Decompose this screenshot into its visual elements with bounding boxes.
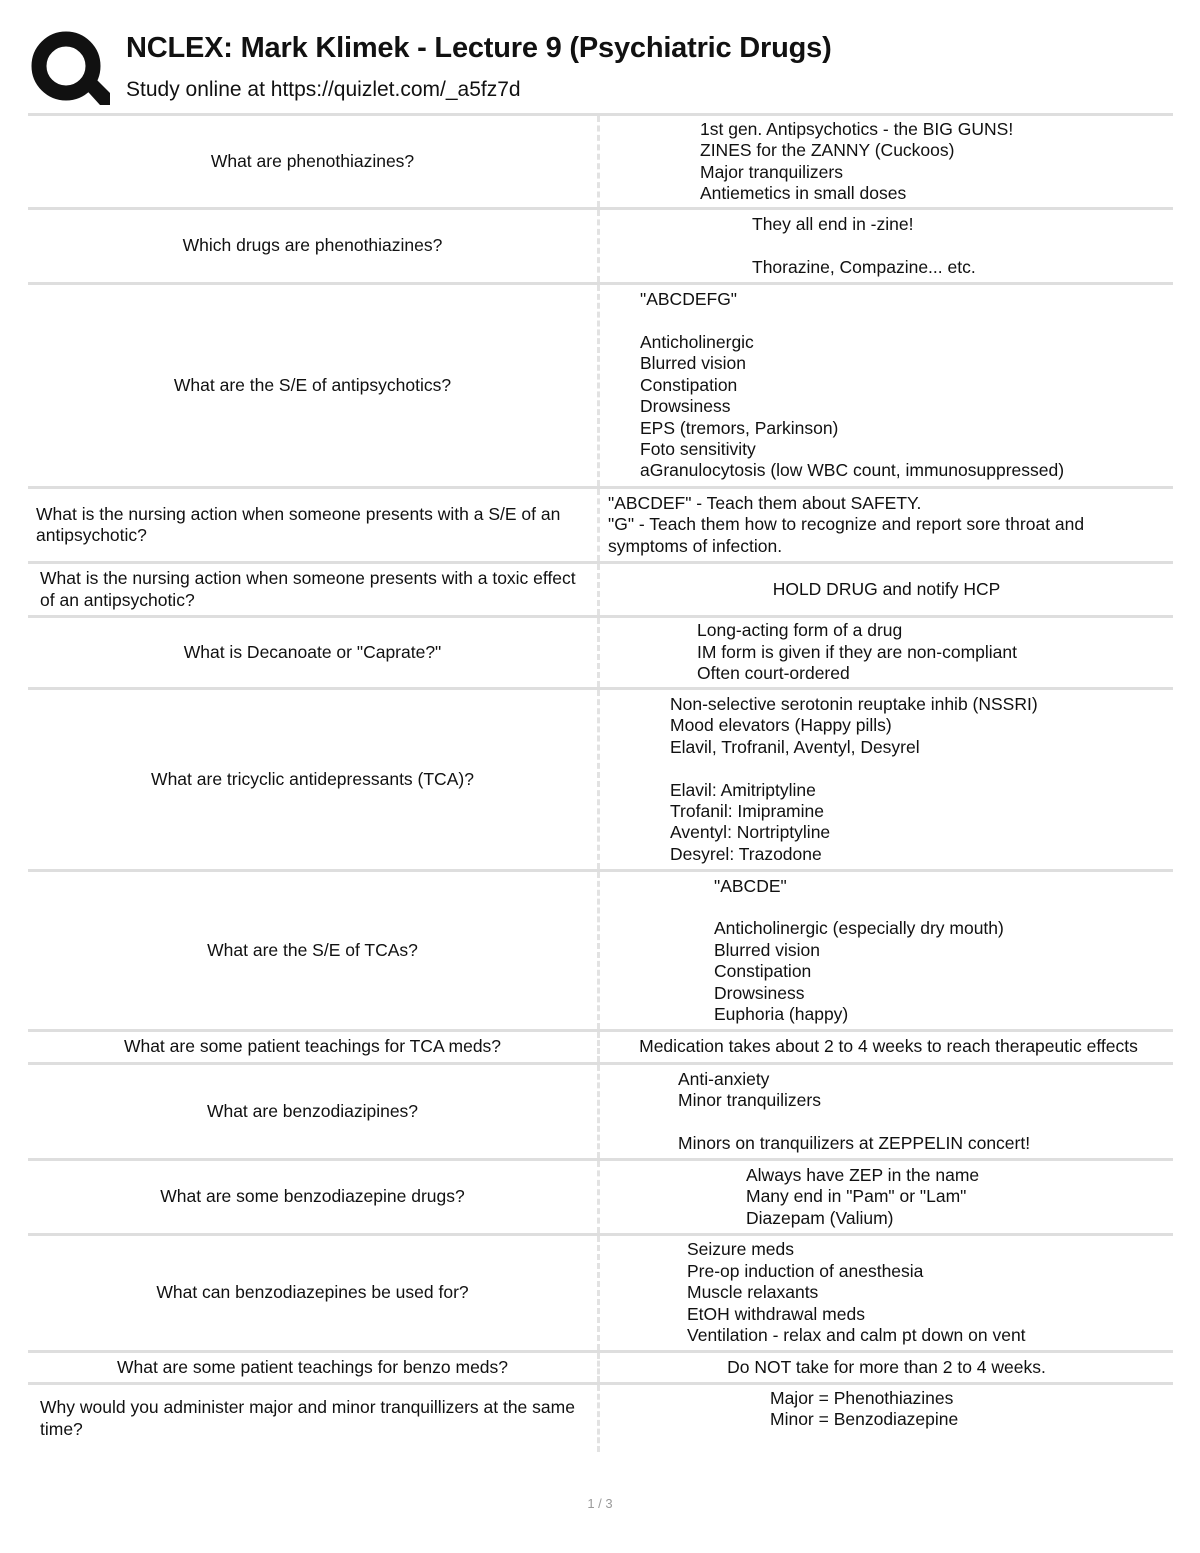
flashcard-table [28,113,1173,1452]
card-row [28,282,1173,486]
card-definition: Do NOT take for more than 2 to 4 weeks. [727,1356,1046,1377]
card-term: What is the nursing action when someone presents with a toxic effect of an antipsychotic? [28,564,600,615]
card-definition: Seizure meds Pre-op induction of anesthesia Muscle relaxants EtOH withdrawal meds Ventilation - relax and calm pt down on vent [687,1239,1026,1346]
card-row [28,1158,1173,1233]
card-definition: Always have ZEP in the name Many end in "Pam" or "Lam" Diazepam (Valium) [746,1164,980,1228]
card-row [28,561,1173,615]
card-row [28,1062,1173,1158]
card-term: What are phenothiazines? [28,116,600,207]
card-definition: They all end in -zine! Thorazine, Compazine... etc. [752,213,976,277]
card-term: What are the S/E of antipsychotics? [28,285,600,486]
card-term: What are tricyclic antidepressants (TCA)? [28,690,600,869]
card-row [28,1350,1173,1382]
card-row [28,1382,1173,1452]
card-row [28,1029,1173,1062]
card-term: What is the nursing action when someone presents with a S/E of an antipsychotic? [28,489,600,561]
card-term: What can benzodiazepines be used for? [28,1236,600,1350]
card-definition: Long-acting form of a drug IM form is given if they are non-compliant Often court-ordered [697,620,1017,684]
card-term: What are some patient teachings for TCA meds? [28,1032,600,1062]
card-term: What are some benzodiazepine drugs? [28,1161,600,1233]
card-row [28,207,1173,282]
card-term: What is Decanoate or "Caprate?" [28,618,600,687]
card-term: Why would you administer major and minor tranquillizers at the same time? [28,1385,600,1452]
card-row [28,113,1173,207]
card-definition: 1st gen. Antipsychotics - the BIG GUNS! ZINES for the ZANNY (Cuckoos) Major tranquilizers Antiemetics in small doses [700,118,1014,203]
card-term: Which drugs are phenothiazines? [28,210,600,282]
quizlet-logo [28,27,110,109]
page-title: NCLEX: Mark Klimek - Lecture 9 (Psychiatric Drugs) [126,32,832,64]
card-definition: Major = Phenothiazines Minor = Benzodiazepine [770,1388,959,1430]
card-row [28,869,1173,1029]
card-definition: "ABCDEF" - Teach them about SAFETY. "G" - Teach them how to recognize and report sore throat and symptoms of infection. [608,492,1085,556]
study-link[interactable]: Study online at https://quizlet.com/_a5fz7d [126,78,521,101]
card-definition: Non-selective serotonin reuptake inhib (NSSRI) Mood elevators (Happy pills) Elavil, Trofranil, Aventyl, Desyrel Elavil: Amitriptyline Trofanil: Imipramine Aventyl: Nortriptyline Desyrel: Trazodone [670,693,1038,864]
card-term: What are benzodiazipines? [28,1065,600,1158]
card-definition: Medication takes about 2 to 4 weeks to reach therapeutic effects [639,1036,1138,1057]
card-row [28,615,1173,687]
page-number: 1 / 3 [587,1496,613,1511]
card-definition: Anti-anxiety Minor tranquilizers Minors on tranquilizers at ZEPPELIN concert! [678,1068,1031,1153]
card-definition: HOLD DRUG and notify HCP [772,578,1001,599]
card-definition: "ABCDE" Anticholinergic (especially dry mouth) Blurred vision Constipation Drowsiness Euphoria (happy) [714,875,1004,1025]
card-term: What are the S/E of TCAs? [28,872,600,1029]
card-row [28,486,1173,561]
card-row [28,1233,1173,1350]
card-row [28,687,1173,869]
card-term: What are some patient teachings for benzo meds? [28,1353,600,1382]
card-definition: "ABCDEFG" Anticholinergic Blurred vision Constipation Drowsiness EPS (tremors, Parkinson) Foto sensitivity aGranulocytosis (low WBC count, immunosuppressed) [640,289,1065,481]
